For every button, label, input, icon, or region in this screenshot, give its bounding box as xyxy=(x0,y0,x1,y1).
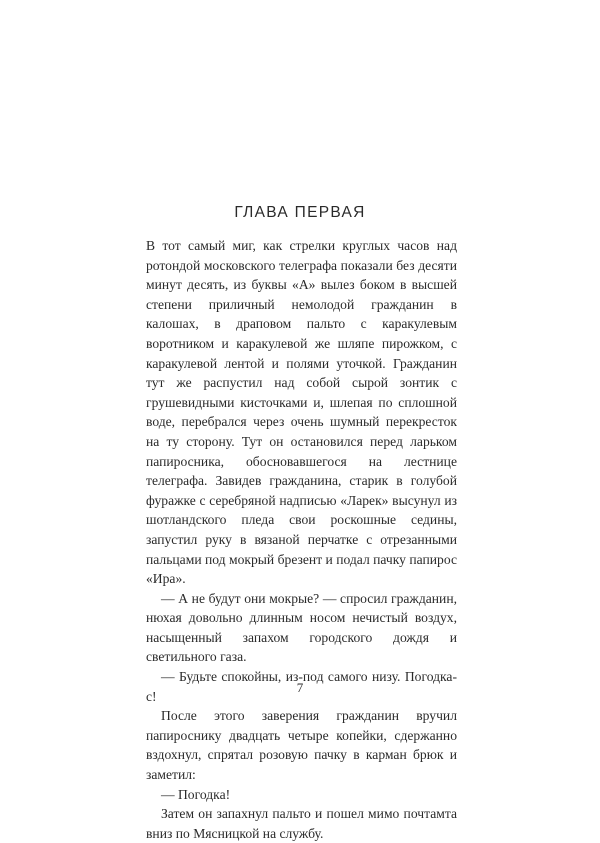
paragraph: После этого заверения гражданин вручил папироснику двадцать четыре копейки, сдержанно вздохнул, спрятал розовую пачку в карман брюк и заметил: xyxy=(146,708,457,783)
paragraph: Затем он запахнул пальто и пошел мимо почтамта вниз по Мясницкой на службу. xyxy=(146,806,457,841)
paragraph: — Будьте спокойны, из-под самого низу. Погодка-с! xyxy=(146,669,457,704)
paragraph: — А не будут они мокрые? — спросил гражданин, нюхая довольно длинным носом нечистый воздух, насыщенный запахом городского дождя и светильного газа. xyxy=(146,590,457,665)
paragraph: — Погодка! xyxy=(161,786,231,802)
chapter-title: ГЛАВА ПЕРВАЯ xyxy=(234,204,366,221)
body-text xyxy=(146,236,457,843)
page-number: 7 xyxy=(296,680,304,695)
paragraph: В тот самый миг, как стрелки круглых часов над ротондой московского телеграфа показали без десяти минут десять, из буквы «А» вылез боком в высшей степени приличный немолодой гражданин в калошах, в драповом пальто с каракулевым воротником и каракулевой же шляпе пирожком, с каракулевой лентой и полями уточкой. Гражданин тут же распустил над собой сырой зонтик с грушевидными кисточками и, шлепая по сплошной воде, перебрался через очень шумный перекресток на ту сторону. Тут он остановился перед ларьком папиросника, обосновавшегося на лестнице телеграфа. Завидев гражданина, старик в голубой фуражке с серебряной надписью «Ларек» высунул из шотландского пледа свои роскошные седины, запустил руку в вязаной перчатке с отрезанными пальцами под мокрый брезент и подал пачку папирос «Ира». xyxy=(146,238,457,587)
